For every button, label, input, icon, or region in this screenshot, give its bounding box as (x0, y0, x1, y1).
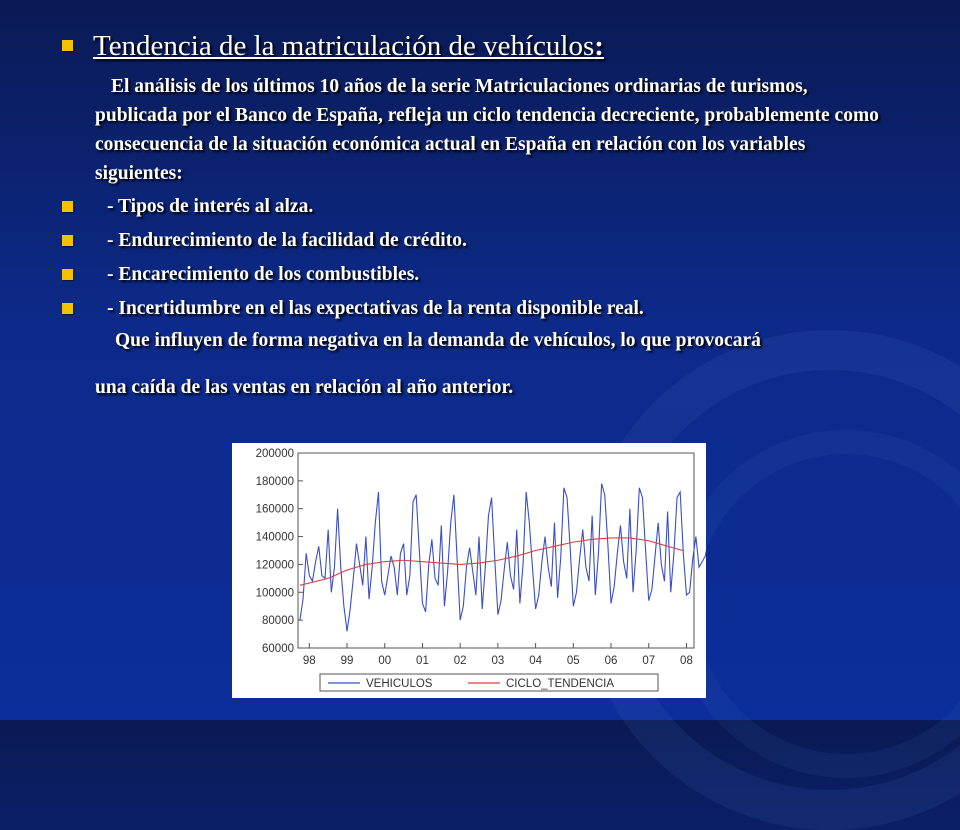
chart-image (232, 443, 706, 698)
y-tick-label: 120000 (255, 559, 294, 572)
slide-title: Tendencia de la matriculación de vehículos: (93, 30, 604, 62)
bullet-icon (62, 303, 73, 314)
x-tick-label: 06 (604, 655, 618, 667)
y-tick-label: 100000 (255, 587, 294, 600)
bullet-icon (62, 201, 73, 212)
y-tick-label: 140000 (255, 531, 294, 544)
legend-label-vehiculos: VEHICULOS (366, 678, 433, 690)
list-item-text: - Endurecimiento de la facilidad de crédito. (107, 230, 467, 251)
x-tick-label: 08 (680, 655, 693, 667)
list-item-text: - Tipos de interés al alza. (107, 196, 314, 217)
analysis-paragraph: El análisis de los últimos 10 años de la serie Matriculaciones ordinarias de turismos, publicada por el Banco de España, refleja un ciclo tendencia decreciente, probablemente como consecuencia de la situación económica actual en España en relación con los variables siguientes: (95, 76, 879, 184)
list-item (62, 297, 644, 321)
list-item (62, 195, 313, 219)
bullet-icon (62, 235, 73, 246)
y-tick-label: 80000 (262, 615, 294, 628)
bullet-icon (62, 40, 73, 51)
conclusion-line-1: Que influyen de forma negativa en la demanda de vehículos, lo que provocará (115, 330, 761, 351)
bullet-icon (62, 269, 73, 280)
x-tick-label: 05 (566, 655, 580, 667)
x-tick-label: 01 (416, 655, 429, 667)
series-line-vehiculos (300, 484, 706, 632)
x-tick-label: 02 (453, 655, 467, 667)
y-tick-label: 60000 (262, 643, 294, 655)
list-item (62, 263, 419, 287)
x-tick-label: 00 (378, 655, 392, 667)
list-item-text: - Incertidumbre en el las expectativas de la renta disponible real. (107, 298, 644, 319)
x-tick-label: 04 (529, 655, 542, 667)
x-tick-label: 03 (491, 655, 505, 667)
x-tick-label: 07 (642, 655, 656, 667)
legend-label-ciclo-tendencia: CICLO_TENDENCIA (506, 678, 614, 690)
list-item-text: - Encarecimiento de los combustibles. (107, 264, 420, 285)
list-item (62, 229, 467, 253)
line-chart (232, 443, 706, 698)
y-tick-label: 160000 (255, 503, 294, 516)
title-row (62, 30, 604, 62)
y-tick-label: 180000 (255, 475, 294, 488)
conclusion-line-2: una caída de las ventas en relación al año anterior. (95, 377, 514, 398)
series-line-ciclo-tendencia (300, 538, 683, 585)
x-tick-label: 98 (302, 655, 316, 667)
x-tick-label: 99 (340, 655, 354, 667)
y-tick-label: 200000 (255, 448, 294, 460)
